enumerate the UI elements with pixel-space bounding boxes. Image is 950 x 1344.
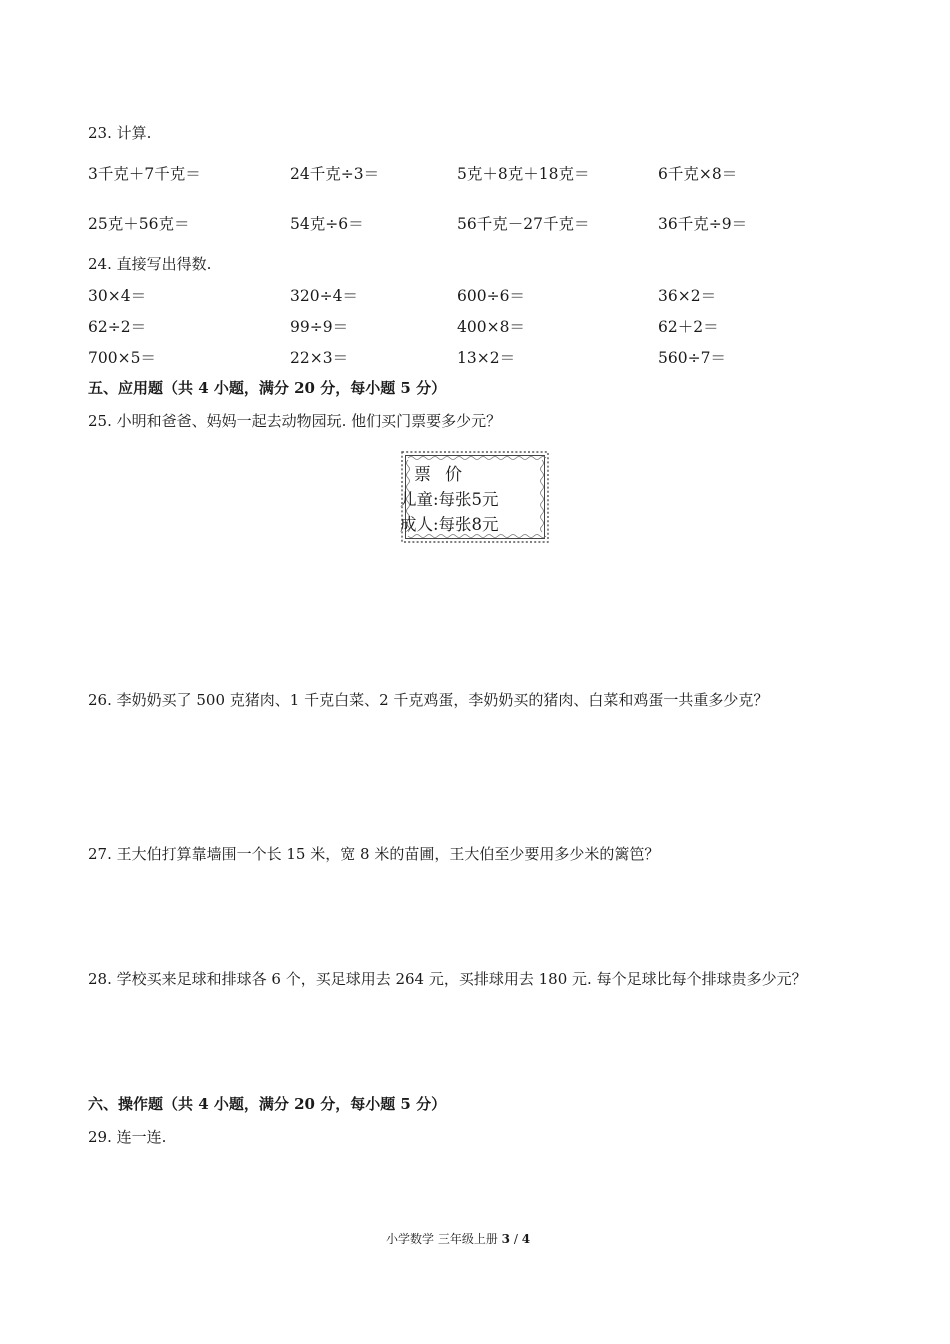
q23-title: 23. 计算. <box>88 124 152 142</box>
q27-text: 27. 王大伯打算靠墙围一个长 15 米，宽 8 米的苗圃，王大伯至少要用多少米的篱笆？ <box>88 845 660 863</box>
q24-r3-c1: 700×5＝ <box>88 349 156 367</box>
q24-r2-c2: 99÷9＝ <box>290 318 349 336</box>
ticket-child-price: 儿童:每张5元 <box>400 490 499 509</box>
q23-r1-c3: 5克＋8克＋18克＝ <box>457 165 590 183</box>
q24-r2-c1: 62÷2＝ <box>88 318 147 336</box>
q24-r3-c4: 560÷7＝ <box>658 349 726 367</box>
q23-r1-c2: 24千克÷3＝ <box>290 165 380 183</box>
ticket-heading: 票价 <box>414 465 476 485</box>
footer-subject: 小学数学 三年级上册 <box>386 1232 498 1246</box>
q24-r1-c4: 36×2＝ <box>658 287 717 305</box>
q26-text: 26. 李奶奶买了 500 克猪肉、1 千克白菜、2 千克鸡蛋，李奶奶买的猪肉、白菜和鸡蛋一共重多少克？ <box>88 691 769 709</box>
q25-text: 25. 小明和爸爸、妈妈一起去动物园玩. 他们买门票要多少元？ <box>88 412 502 430</box>
q28-text: 28. 学校买来足球和排球各 6 个，买足球用去 264 元，买排球用去 180 元. 每个足球比每个排球贵多少元？ <box>88 970 807 988</box>
q29-text: 29. 连一连. <box>88 1128 167 1146</box>
q24-r3-c2: 22×3＝ <box>290 349 349 367</box>
footer-page-number: 3 <box>501 1232 511 1246</box>
q23-r1-c4: 6千克×8＝ <box>658 165 738 183</box>
page-footer <box>386 1230 530 1247</box>
q24-r2-c4: 62＋2＝ <box>658 318 719 336</box>
ticket-price-sign <box>400 450 550 544</box>
q23-r2-c3: 56千克－27千克＝ <box>457 215 590 233</box>
q24-r1-c2: 320÷4＝ <box>290 287 358 305</box>
footer-page-total: 4 <box>521 1232 531 1246</box>
footer-separator: / <box>513 1232 518 1246</box>
q24-title: 24. 直接写出得数. <box>88 255 212 273</box>
q23-r2-c2: 54克÷6＝ <box>290 215 364 233</box>
q23-r1-c1: 3千克＋7千克＝ <box>88 165 201 183</box>
ticket-adult-price: 成人:每张8元 <box>400 515 499 534</box>
q23-r2-c4: 36千克÷9＝ <box>658 215 748 233</box>
q24-r1-c1: 30×4＝ <box>88 287 147 305</box>
section6-heading: 六、操作题（共 4 小题，满分 20 分，每小题 5 分） <box>88 1095 447 1113</box>
q24-r3-c3: 13×2＝ <box>457 349 516 367</box>
q23-r2-c1: 25克＋56克＝ <box>88 215 190 233</box>
section5-heading: 五、应用题（共 4 小题，满分 20 分，每小题 5 分） <box>88 379 447 397</box>
q24-r2-c3: 400×8＝ <box>457 318 525 336</box>
q24-r1-c3: 600÷6＝ <box>457 287 525 305</box>
